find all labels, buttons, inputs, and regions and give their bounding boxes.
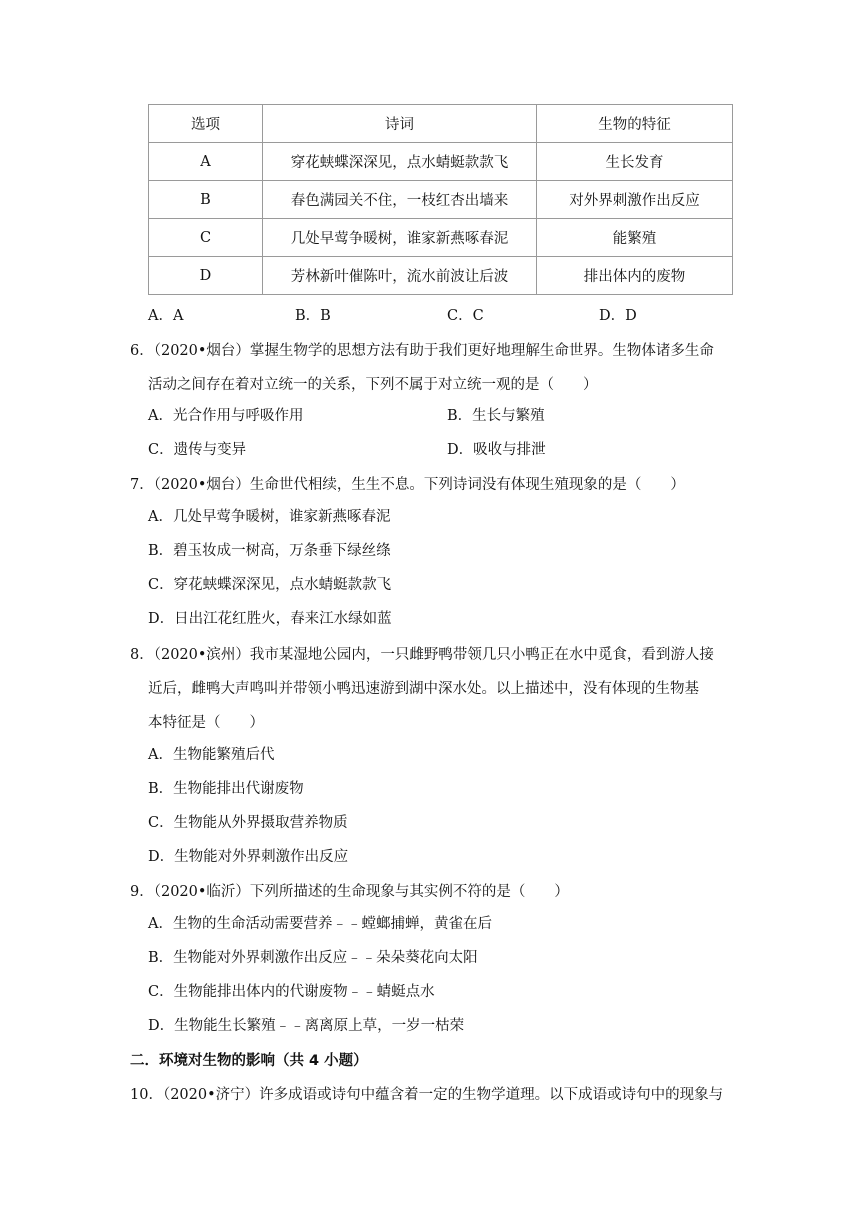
q6-option-c: C．遗传与变异 [148, 442, 247, 458]
q8-option-c: C．生物能从外界摄取营养物质 [148, 815, 348, 831]
table-header-cell: 诗词 [263, 105, 537, 143]
table-cell: 能繁殖 [537, 219, 733, 257]
q8-stem-line3: 本特征是（ ） [148, 715, 264, 731]
q5-option-a: A．A [148, 308, 184, 324]
q10-stem-line1: 10．（2020•济宁）许多成语或诗句中蕴含着一定的生物学道理。以下成语或诗句中的现象与 [130, 1087, 724, 1103]
q5-option-d: D．D [599, 308, 637, 324]
table-header-cell: 生物的特征 [537, 105, 733, 143]
q5-option-b: B．B [295, 308, 331, 324]
q9-option-b: B．生物能对外界刺激作出反应﹣﹣朵朵葵花向太阳 [148, 950, 478, 966]
q6-option-a: A．光合作用与呼吸作用 [148, 408, 304, 424]
q9-stem-line1: 9．（2020•临沂）下列所描述的生命现象与其实例不符的是（ ） [130, 884, 569, 900]
table-cell: A [149, 143, 263, 181]
table-header-cell: 选项 [149, 105, 263, 143]
table-row [149, 219, 733, 257]
table-cell: 春色满园关不住，一枝红杏出墙来 [263, 181, 537, 219]
table-cell: 排出体内的废物 [537, 257, 733, 295]
q5-options [148, 304, 748, 326]
q7-option-c: C．穿花蛱蝶深深见，点水蜻蜓款款飞 [148, 577, 392, 593]
table-cell: C [149, 219, 263, 257]
q8-stem-line1: 8．（2020•滨州）我市某湿地公园内，一只雌野鸭带领几只小鸭正在水中觅食，看到游人接 [130, 647, 714, 663]
table-cell: 穿花蛱蝶深深见，点水蜻蜓款款飞 [263, 143, 537, 181]
q8-option-a: A．生物能繁殖后代 [148, 747, 275, 763]
table-cell: 对外界刺激作出反应 [537, 181, 733, 219]
table-cell: 几处早莺争暖树，谁家新燕啄春泥 [263, 219, 537, 257]
table-row [149, 257, 733, 295]
table-row [149, 181, 733, 219]
q8-option-b: B．生物能排出代谢废物 [148, 781, 304, 797]
table-cell: 芳林新叶催陈叶，流水前波让后波 [263, 257, 537, 295]
q7-option-b: B．碧玉妆成一树高，万条垂下绿丝绦 [148, 543, 391, 559]
q6-stem-line1: 6．（2020•烟台）掌握生物学的思想方法有助于我们更好地理解生命世界。生物体诸多生命 [130, 343, 714, 359]
table-header-row [149, 105, 733, 143]
table-row [149, 143, 733, 181]
poem-feature-table [148, 104, 733, 295]
table-cell: D [149, 257, 263, 295]
q7-stem-line1: 7．（2020•烟台）生命世代相续，生生不息。下列诗词没有体现生殖现象的是（ ） [130, 477, 685, 493]
q6-option-d: D．吸收与排泄 [447, 442, 546, 458]
q5-option-c: C．C [447, 308, 484, 324]
q9-option-d: D．生物能生长繁殖﹣﹣离离原上草，一岁一枯荣 [148, 1018, 465, 1034]
q8-stem-line2: 近后，雌鸭大声鸣叫并带领小鸭迅速游到湖中深水处。以上描述中，没有体现的生物基 [148, 681, 699, 697]
q9-option-a: A．生物的生命活动需要营养﹣﹣螳螂捕蝉，黄雀在后 [148, 916, 492, 932]
table-cell: B [149, 181, 263, 219]
q8-option-d: D．生物能对外界刺激作出反应 [148, 849, 349, 865]
table-cell: 生长发育 [537, 143, 733, 181]
q6-stem-line2: 活动之间存在着对立统一的关系，下列不属于对立统一观的是（ ） [148, 377, 598, 393]
q9-option-c: C．生物能排出体内的代谢废物﹣﹣蜻蜓点水 [148, 984, 435, 1000]
q7-option-a: A．几处早莺争暖树，谁家新燕啄春泥 [148, 509, 391, 525]
q7-option-d: D．日出江花红胜火，春来江水绿如蓝 [148, 611, 392, 627]
q6-option-b: B．生长与繁殖 [447, 408, 545, 424]
section-heading: 二．环境对生物的影响（共 4 小题） [130, 1053, 368, 1069]
